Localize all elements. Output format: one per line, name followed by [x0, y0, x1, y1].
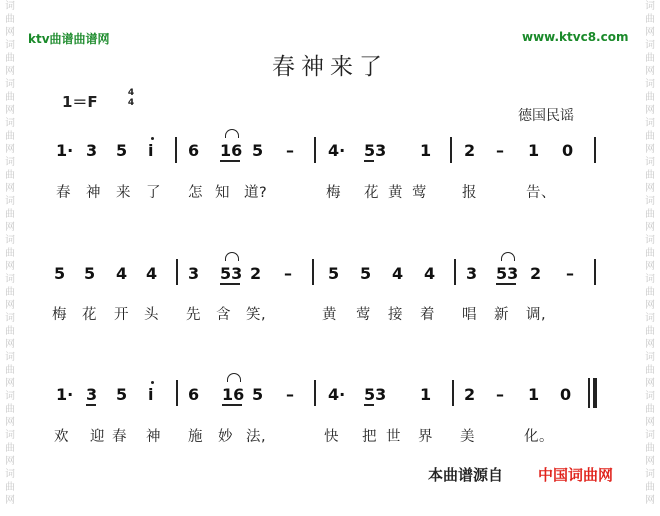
- watermark-glyph: 词: [645, 1, 655, 12]
- watermark-glyph: 曲: [645, 131, 655, 142]
- watermark-glyph: 网: [645, 378, 655, 389]
- lyric: 世: [386, 429, 401, 445]
- note: 5: [116, 385, 128, 404]
- watermark-glyph: 词: [5, 274, 15, 285]
- watermark-glyph: 词: [5, 157, 15, 168]
- watermark-glyph: 词: [5, 352, 15, 363]
- watermark-glyph: 曲: [645, 443, 655, 454]
- bar-line: [594, 259, 596, 285]
- beam-underline: [86, 404, 96, 406]
- note: 4: [116, 264, 128, 283]
- fermata-mark: [225, 252, 239, 261]
- note: 4: [146, 264, 158, 283]
- watermark-glyph: 词: [5, 118, 15, 129]
- watermark-glyph: 曲: [645, 248, 655, 259]
- lyric: 了: [146, 185, 161, 201]
- watermark-glyph: 网: [5, 300, 15, 311]
- note: 4: [424, 264, 436, 283]
- note: 4: [392, 264, 404, 283]
- lyric: 含: [216, 307, 231, 323]
- watermark-glyph: 曲: [5, 326, 15, 337]
- watermark-glyph: 词: [645, 430, 655, 441]
- bar-line: [450, 137, 452, 163]
- watermark-glyph: 网: [5, 261, 15, 272]
- bar-line: [176, 380, 178, 406]
- final-barline-thick: [593, 378, 597, 408]
- lyric: 梅: [52, 307, 67, 323]
- lyric: 神: [86, 185, 101, 201]
- note: 1·: [56, 385, 74, 404]
- note: 5: [360, 264, 372, 283]
- time-signature-bottom: 4: [127, 98, 135, 108]
- watermark-glyph: 网: [5, 27, 15, 38]
- note: 3: [188, 264, 200, 283]
- lyric: 先: [186, 307, 201, 323]
- watermark-glyph: 曲: [5, 92, 15, 103]
- note: 5: [84, 264, 96, 283]
- note: 16: [222, 385, 245, 404]
- watermark-glyph: 网: [645, 417, 655, 428]
- note: 53: [364, 385, 387, 404]
- beam-underline: [496, 283, 516, 285]
- note: 1: [420, 141, 432, 160]
- watermark-glyph: 网: [645, 183, 655, 194]
- time-signature: [124, 88, 138, 108]
- lyric: 春: [56, 185, 71, 201]
- note: –: [286, 385, 294, 404]
- lyric: 告、: [526, 185, 556, 201]
- lyric: 着: [420, 307, 435, 323]
- lyric: 梅: [326, 185, 341, 201]
- watermark-glyph: 网: [645, 261, 655, 272]
- watermark-glyph: 词: [645, 391, 655, 402]
- watermark-glyph: 词: [645, 313, 655, 324]
- final-barline-thin: [588, 378, 590, 408]
- watermark-glyph: 词: [645, 40, 655, 51]
- watermark-glyph: 网: [5, 495, 15, 506]
- watermark-glyph: 网: [5, 417, 15, 428]
- note: –: [496, 385, 504, 404]
- watermark-glyph: 网: [5, 66, 15, 77]
- note: 5: [116, 141, 128, 160]
- watermark-glyph: 词: [645, 274, 655, 285]
- watermark-glyph: 网: [5, 183, 15, 194]
- note: 1: [528, 385, 540, 404]
- note: 2: [464, 141, 476, 160]
- watermark-glyph: 曲: [5, 287, 15, 298]
- watermark-glyph: 词: [5, 196, 15, 207]
- watermark-glyph: 网: [5, 222, 15, 233]
- watermark-glyph: 词: [645, 196, 655, 207]
- watermark-glyph: 网: [5, 456, 15, 467]
- note: 5: [54, 264, 66, 283]
- watermark-glyph: 曲: [5, 170, 15, 181]
- source-site-link[interactable]: 中国词曲网: [538, 466, 614, 484]
- lyric: 来: [116, 185, 131, 201]
- watermark-glyph: 网: [5, 378, 15, 389]
- note: 3: [86, 385, 98, 404]
- high-octave-dot: [151, 381, 154, 384]
- lyric: 界: [418, 429, 433, 445]
- lyric: 春: [112, 429, 127, 445]
- watermark-glyph: 网: [5, 144, 15, 155]
- note: 16: [220, 141, 243, 160]
- note: 1·: [56, 141, 74, 160]
- beam-underline: [222, 404, 242, 406]
- watermark-glyph: 曲: [645, 365, 655, 376]
- watermark-glyph: 网: [645, 222, 655, 233]
- song-title: 春神来了: [272, 54, 388, 80]
- source-label: 本曲谱源自: [428, 466, 504, 484]
- lyric: 花: [82, 307, 97, 323]
- watermark-glyph: 曲: [5, 53, 15, 64]
- watermark-glyph: 网: [645, 456, 655, 467]
- high-octave-dot: [151, 137, 154, 140]
- watermark-glyph: 网: [645, 27, 655, 38]
- watermark-glyph: 词: [645, 235, 655, 246]
- watermark-glyph: 词: [5, 469, 15, 480]
- watermark-glyph: 词: [5, 235, 15, 246]
- watermark-glyph: 词: [5, 430, 15, 441]
- beam-underline: [220, 283, 240, 285]
- lyric: 道?: [244, 185, 268, 201]
- note: –: [286, 141, 294, 160]
- note: 6: [188, 385, 200, 404]
- lyric: 施: [188, 429, 203, 445]
- watermark-glyph: 网: [5, 105, 15, 116]
- site-watermark-left[interactable]: ktv曲谱曲谱网: [28, 32, 110, 46]
- watermark-glyph: 曲: [645, 209, 655, 220]
- note: 5: [328, 264, 340, 283]
- note: 6: [188, 141, 200, 160]
- lyric: 美: [460, 429, 475, 445]
- lyric: 黄: [388, 185, 403, 201]
- watermark-glyph: 曲: [5, 14, 15, 25]
- note: 4·: [328, 141, 346, 160]
- lyric: 唱: [462, 307, 477, 323]
- lyric: 新: [494, 307, 509, 323]
- time-signature-top: 4: [127, 88, 135, 98]
- watermark-glyph: 曲: [645, 53, 655, 64]
- bar-line: [175, 137, 177, 163]
- watermark-glyph: 网: [645, 105, 655, 116]
- note: 2: [530, 264, 542, 283]
- watermark-glyph: 网: [645, 66, 655, 77]
- fermata-mark: [501, 252, 515, 261]
- watermark-glyph: 词: [645, 157, 655, 168]
- note: 5: [252, 385, 264, 404]
- lyric: 头: [144, 307, 159, 323]
- note: i: [148, 141, 154, 160]
- watermark-glyph: 曲: [645, 482, 655, 493]
- lyric: 调,: [526, 307, 547, 323]
- watermark-glyph: 词: [645, 352, 655, 363]
- watermark-glyph: 曲: [645, 326, 655, 337]
- watermark-glyph: 曲: [645, 404, 655, 415]
- watermark-glyph: 词: [645, 118, 655, 129]
- lyric: 迎: [90, 429, 105, 445]
- lyric: 莺: [412, 185, 427, 201]
- lyric: 莺: [356, 307, 371, 323]
- watermark-glyph: 曲: [5, 365, 15, 376]
- note: 53: [220, 264, 243, 283]
- note: 4·: [328, 385, 346, 404]
- lyric: 妙: [218, 429, 233, 445]
- note: 53: [496, 264, 519, 283]
- lyric: 接: [388, 307, 403, 323]
- lyric: 快: [324, 429, 339, 445]
- note: 2: [464, 385, 476, 404]
- note: –: [566, 264, 574, 283]
- watermark-glyph: 曲: [5, 209, 15, 220]
- watermark-glyph: 曲: [645, 92, 655, 103]
- note: 5: [252, 141, 264, 160]
- key-signature: 1＝F: [62, 93, 98, 111]
- beam-underline: [220, 160, 240, 162]
- lyric: 黄: [322, 307, 337, 323]
- watermark-glyph: 词: [5, 1, 15, 12]
- lyric: 报: [462, 185, 477, 201]
- beam-underline: [364, 404, 374, 406]
- watermark-glyph: 曲: [5, 248, 15, 259]
- note: 3: [466, 264, 478, 283]
- watermark-glyph: 词: [645, 469, 655, 480]
- watermark-glyph: 网: [5, 339, 15, 350]
- watermark-glyph: 曲: [5, 482, 15, 493]
- note: 3: [86, 141, 98, 160]
- lyric: 怎: [188, 185, 203, 201]
- note: i: [148, 385, 154, 404]
- note: 53: [364, 141, 387, 160]
- lyric: 笑,: [246, 307, 267, 323]
- lyric: 欢: [54, 429, 69, 445]
- note: 2: [250, 264, 262, 283]
- lyric: 花: [364, 185, 379, 201]
- watermark-glyph: 网: [645, 144, 655, 155]
- beam-underline: [364, 160, 374, 162]
- lyric: 把: [362, 429, 377, 445]
- watermark-glyph: 曲: [645, 14, 655, 25]
- composer: 德国民谣: [518, 108, 574, 124]
- note: 0: [560, 385, 572, 404]
- watermark-glyph: 曲: [5, 443, 15, 454]
- bar-line: [176, 259, 178, 285]
- watermark-glyph: 曲: [645, 170, 655, 181]
- watermark-glyph: 网: [645, 300, 655, 311]
- bar-line: [454, 259, 456, 285]
- fermata-mark: [227, 373, 241, 382]
- watermark-glyph: 曲: [5, 404, 15, 415]
- lyric: 开: [114, 307, 129, 323]
- lyric: 神: [146, 429, 161, 445]
- site-watermark-right[interactable]: www.ktvc8.com: [522, 30, 629, 44]
- watermark-glyph: 词: [5, 313, 15, 324]
- note: –: [496, 141, 504, 160]
- note: 0: [562, 141, 574, 160]
- watermark-glyph: 词: [5, 391, 15, 402]
- lyric: 知: [215, 185, 230, 201]
- watermark-glyph: 词: [5, 79, 15, 90]
- bar-line: [314, 380, 316, 406]
- watermark-glyph: 词: [5, 40, 15, 51]
- bar-line: [314, 137, 316, 163]
- fermata-mark: [225, 129, 239, 138]
- bar-line: [312, 259, 314, 285]
- watermark-glyph: 网: [645, 339, 655, 350]
- watermark-glyph: 词: [645, 79, 655, 90]
- watermark-glyph: 曲: [645, 287, 655, 298]
- bar-line: [594, 137, 596, 163]
- note: 1: [528, 141, 540, 160]
- watermark-glyph: 网: [645, 495, 655, 506]
- lyric: 化。: [524, 429, 554, 445]
- note: 1: [420, 385, 432, 404]
- bar-line: [452, 380, 454, 406]
- note: –: [284, 264, 292, 283]
- lyric: 法,: [246, 429, 267, 445]
- watermark-glyph: 曲: [5, 131, 15, 142]
